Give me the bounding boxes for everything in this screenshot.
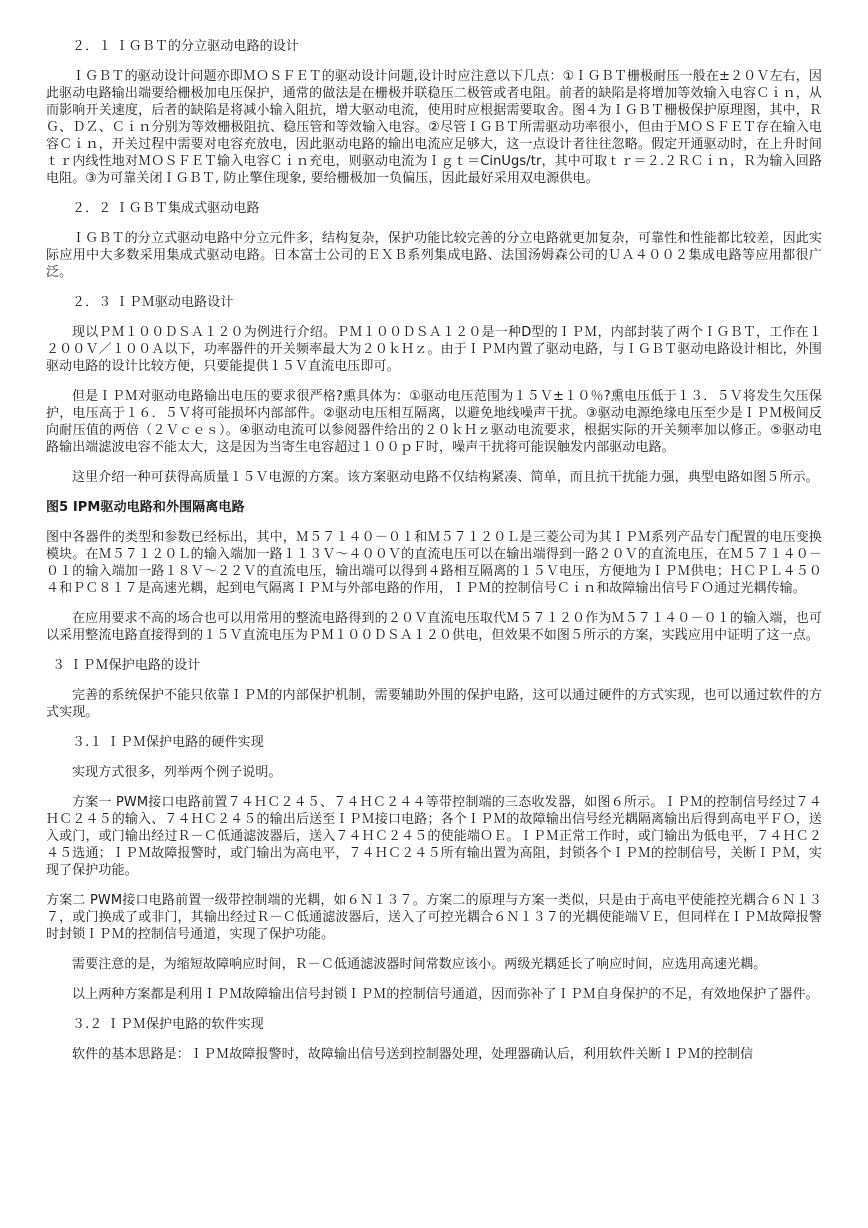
paragraph: 实现方式很多，列举两个例子说明。 [72,765,282,780]
paragraph: 以上两种方案都是利用ＩＰＭ故障输出信号封锁ＩＰＭ的控制信号通道，因而弥补了ＩＰＭ自身保护的不足，有效地保护了器件。 [72,987,819,1002]
paragraph: 需要注意的是，为缩短故障响应时间，Ｒ－Ｃ低通滤波器时间常数应该小。两级光耦延长了响应时间，应选用高速光耦。 [72,957,767,972]
paragraph: 这里介绍一种可获得高质量１５Ｖ电源的方案。该方案驱动电路不仅结构紧凑、简单，而且抗干扰能力强，典型电路如图５所示。 [72,470,819,485]
paragraph: 方案二 PWM接口电路前置一级带控制端的光耦，如６Ｎ１３７。方案二的原理与方案一类似，只是由于高电平使能控光耦合６Ｎ１３７，或门换成了或非门，其输出经过Ｒ－Ｃ低通滤波器后，送入了可控光耦合６Ｎ１３７的光耦使能端ＶＥ，但同样在ＩＰＭ故障报警时封锁ＩＰＭ的控制信号通道，实现了保护功能。 [46,893,822,942]
section-heading-2-3: ２．３ ＩＰＭ驱动电路设计 [72,295,234,310]
section-heading-3-2: ３.２ ＩＰＭ保护电路的软件实现 [72,1017,264,1032]
section-heading-2-2: ２．２ ＩＧＢＴ集成式驱动电路 [72,201,260,216]
paragraph: 现以ＰＭ１００ＤＳＡ１２０为例进行介绍。ＰＭ１００ＤＳＡ１２０是一种D型的ＩＰＭ，内部封装了两个ＩＧＢＴ，工作在１２００Ｖ／１００Ａ以下，功率器件的开关频率最大为２０ｋＨｚ。由于ＩＰＭ内置了驱动电路，与ＩＧＢＴ驱动电路设计相比，外围驱动电路的设计比较方便，只要能提供１５Ｖ直流电压即可。 [46,325,822,374]
section-heading-2-1: ２．１ ＩＧＢＴ的分立驱动电路的设计 [72,39,299,54]
paragraph: 完善的系统保护不能只依靠ＩＰＭ的内部保护机制，需要辅助外围的保护电路，这可以通过硬件的方式实现，也可以通过软件的方式实现。 [46,688,822,720]
paragraph: 方案一 PWM接口电路前置７４ＨＣ２４５、７４ＨＣ２４４等带控制端的三态收发器，如图６所示。ＩＰＭ的控制信号经过７４ＨＣ２４５的输入、７４ＨＣ２４５的输出后送至ＩＰＭ接口电路；各个ＩＰＭ的故障输出信号经光耦隔离输出后得到高电平ＦＯ，送入或门，或门输出经过Ｒ－Ｃ低通滤波器后，送入７４ＨＣ２４５的使能端ＯＥ。ＩＰＭ正常工作时，或门输出为低电平，７４ＨＣ２４５选通；ＩＰＭ故障报警时，或门输出为高电平，７４ＨＣ２４５所有输出置为高阻，封锁各个ＩＰＭ的控制信号，关断ＩＰＭ，实现了保护功能。 [46,795,822,878]
paragraph: 但是ＩＰＭ对驱动电路输出电压的要求很严格?熏具体为：①驱动电压范围为１５Ｖ±１０％?熏电压低于１３．５Ｖ将发生欠压保护，电压高于１６．５Ｖ将可能损坏内部部件。②驱动电压相互隔离，以避免地线噪声干扰。③驱动电源绝缘电压至少是ＩＰＭ极间反向耐压值的两倍（２Ｖｃｅｓ）。④驱动电流可以参阅器件给出的２０ｋＨｚ驱动电流要求，根据实际的开关频率加以修正。⑤驱动电路输出端滤波电容不能太大，这是因为当寄生电容超过１００ｐＦ时，噪声干扰将可能误触发内部驱动电路。 [46,389,822,455]
paragraph: ＩＧＢＴ的分立式驱动电路中分立元件多，结构复杂，保护功能比较完善的分立电路就更加复杂，可靠性和性能都比较差，因此实际应用中大多数采用集成式驱动电路。日本富士公司的ＥＸＢ系列集成电路、法国汤姆森公司的ＵＡ４００２集成电路等应用都很广泛。 [46,231,822,280]
figure-caption: 图5 IPM驱动电路和外围隔离电路 [46,500,245,515]
paragraph: 图中各器件的类型和参数已经标出，其中，Ｍ５７１４０－０１和Ｍ５７１２０Ｌ是三菱公司为其ＩＰＭ系列产品专门配置的电压变换模块。在Ｍ５７１２０Ｌ的输入端加一路１１３Ｖ～４００Ｖ的直流电压可以在输出端得到一路２０Ｖ的直流电压，在Ｍ５７１４０－０１的输入端加一路１８Ｖ～２２Ｖ的直流电压，输出端可以得到４路相互隔离的１５Ｖ电压，方便地为ＩＰＭ供电；ＨＣＰＬ４５０４和ＰＣ８１７是高速光耦，起到电气隔离ＩＰＭ与外部电路的作用，ＩＰＭ的控制信号Ｃｉｎ和故障输出信号ＦＯ通过光耦传输。 [46,530,822,596]
paragraph: ＩＧＢＴ的驱动设计问题亦即ＭＯＳＦＥＴ的驱动设计问题,设计时应注意以下几点：①ＩＧＢＴ栅极耐压一般在±２０Ｖ左右，因此驱动电路输出端要给栅极加电压保护，通常的做法是在栅极并联稳压二极管或者电阻。前者的缺陷是将增加等效输入电容Ｃｉｎ，从而影响开关速度，后者的缺陷是将减小输入阻抗，增大驱动电流，使用时应根据需要取舍。图４为ＩＧＢＴ栅极保护原理图，其中，ＲＧ、ＤＺ、Ｃｉｎ分别为等效栅极阻抗、稳压管和等效输入电容。②尽管ＩＧＢＴ所需驱动功率很小，但由于ＭＯＳＦＥＴ存在输入电容Ｃｉｎ，开关过程中需要对电容充放电，因此驱动电路的输出电流应足够大，这一点设计者往往忽略。假定开通驱动时，在上升时间ｔｒ内线性地对ＭＯＳＦＥＴ输入电容Ｃｉｎ充电，则驱动电流为Ｉｇｔ＝CinUgs/tr，其中可取ｔｒ＝２.２ＲＣｉｎ，Ｒ为输入回路电阻。③为可靠关闭ＩＧＢＴ, 防止擎住现象, 要给栅极加一负偏压，因此最好采用双电源供电。 [46,69,822,186]
section-heading-3-1: ３.１ ＩＰＭ保护电路的硬件实现 [72,735,264,750]
section-heading-3: ３ ＩＰＭ保护电路的设计 [52,658,201,673]
paragraph: 软件的基本思路是：ＩＰＭ故障报警时，故障输出信号送到控制器处理，处理器确认后，利用软件关断ＩＰＭ的控制信 [72,1047,754,1062]
paragraph: 在应用要求不高的场合也可以用常用的整流电路得到的２０Ｖ直流电压取代Ｍ５７１２０作为Ｍ５７１４０－０１的输入端，也可以采用整流电路直接得到的１５Ｖ直流电压为ＰＭ１００ＤＳＡ１２０供电，但效果不如图５所示的方案，实践应用中证明了这一点。 [46,611,822,643]
